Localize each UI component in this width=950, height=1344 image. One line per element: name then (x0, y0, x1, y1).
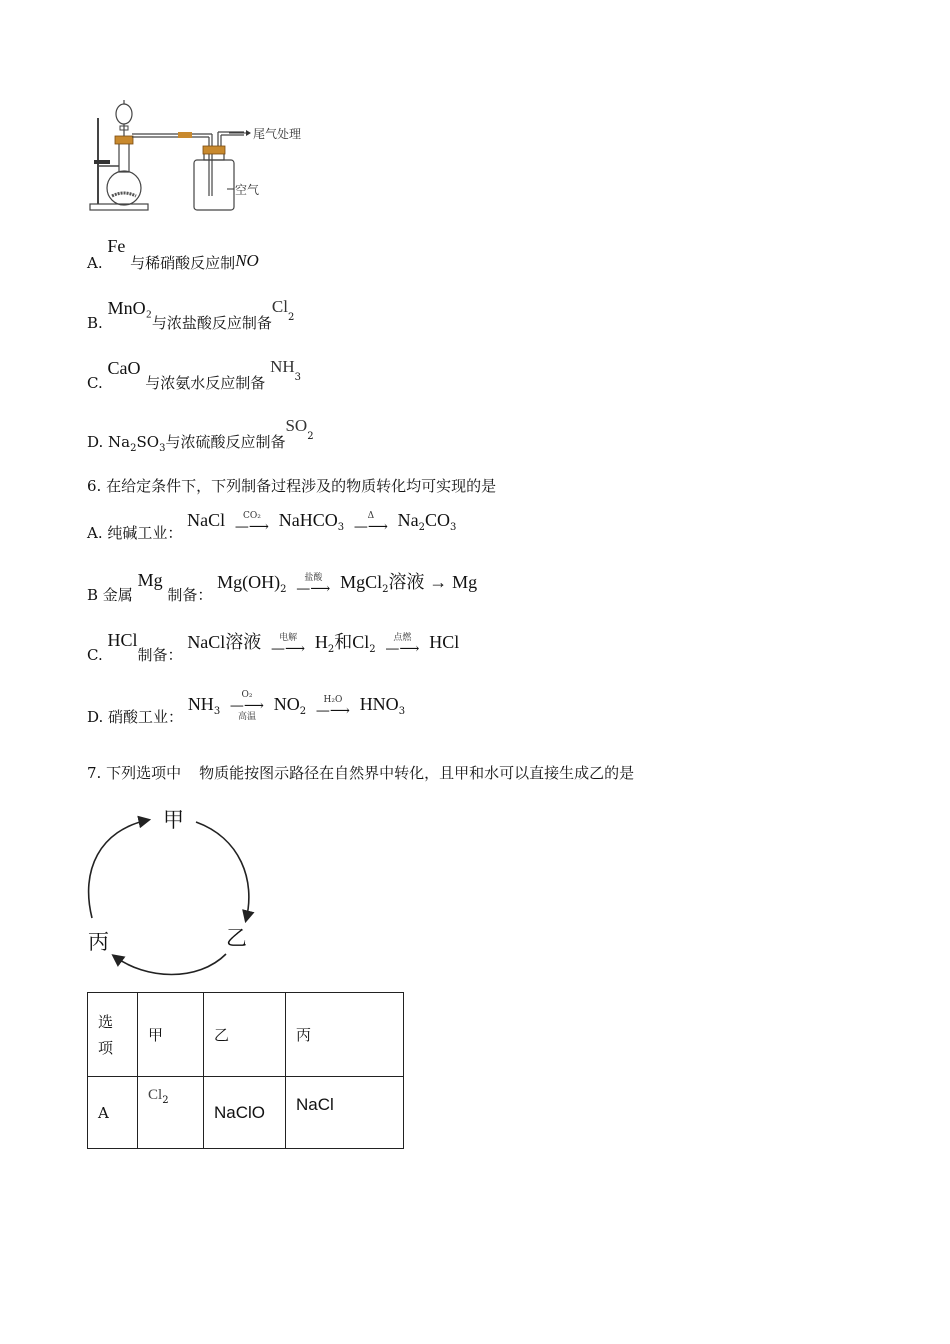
table-row (88, 1077, 404, 1149)
cycle-yi: 乙 (226, 926, 247, 950)
q5-option-a: A. Fe 与稀硝酸反应制NO (87, 236, 259, 272)
q5-option-c: C. CaO 与浓氨水反应制备 $NH_3$ (87, 357, 302, 392)
row-a-yi: NaClO (204, 1077, 286, 1149)
cycle-bing: 丙 (88, 930, 109, 954)
arrow-yi-to-bing (114, 954, 226, 975)
arrow-jia-to-yi (196, 822, 249, 920)
arrow-bing-to-jia (89, 820, 148, 918)
row-a-bing: NaCl (286, 1077, 404, 1149)
apparatus-diagram (84, 96, 314, 218)
table-header-row (88, 993, 404, 1077)
q6-option-b: B 金属 Mg 制备： $Mg(OH)_2$ 盐酸 —⟶ MgCl$_2$溶液 → Mg (87, 570, 478, 604)
label-air: 空气 (235, 183, 260, 197)
q6-option-d: D. 硝酸工业： $NH_3$ O₂ —⟶ 高温 $NO_2$ H₂O —⟶ $HNO_3$ (87, 690, 406, 726)
row-a-jia: $Cl_2$ (138, 1077, 204, 1149)
reagent-fe: Fe (107, 236, 126, 256)
label-exhaust: 尾气处理 (253, 127, 302, 141)
q5-option-d: D. $Na_2SO_3$与浓硫酸反应制备$SO_2$ (87, 416, 314, 454)
q6-option-a: A. 纯碱工业： NaCl CO₂ —⟶ NaHCO$_3$ Δ —⟶ $Na_2CO_3$ (87, 510, 457, 542)
q6-option-c: C. HCl制备： NaCl溶液 电解 —⟶ $H_2$和$Cl_2$ 点燃 —⟶ HCl (87, 630, 460, 664)
header-bing: 丙 (286, 993, 404, 1077)
row-a-option: A (88, 1077, 138, 1149)
q5-option-b: B. MnO₂与浓盐酸反应制备$Cl_2$ (87, 297, 295, 332)
q7-stem: 7. 下列选项中 物质能按图示路径在自然界中转化，且甲和水可以直接生成乙的是 (87, 764, 635, 782)
header-jia: 甲 (138, 993, 204, 1077)
header-yi: 乙 (204, 993, 286, 1077)
q6-stem: 6. 在给定条件下，下列制备过程涉及的物质转化均可实现的是 (87, 477, 497, 495)
answer-table (87, 992, 404, 1149)
header-option: 选 项 (88, 993, 138, 1077)
cycle-jia: 甲 (163, 808, 184, 832)
